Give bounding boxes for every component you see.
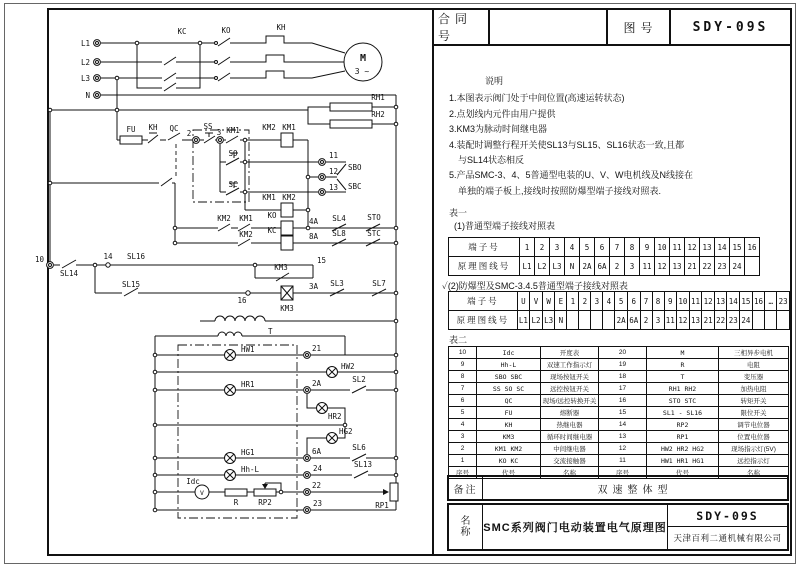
junctions	[48, 41, 398, 512]
fuse-fu	[120, 136, 142, 144]
label-sl2: SL2	[352, 375, 366, 384]
cell: 2	[640, 311, 652, 330]
label-sto: STO	[367, 213, 381, 222]
label-voltmeter: V	[200, 489, 204, 497]
cell: 序号	[599, 467, 647, 479]
cell: E	[555, 292, 567, 311]
table2-tag: 表二	[449, 335, 468, 345]
lamp-hg1	[225, 453, 236, 464]
cell: 13	[700, 238, 715, 257]
potentiometer-rp2	[254, 489, 276, 496]
cell: 转矩开关	[719, 395, 789, 407]
cell: 现场指示灯(5V)	[719, 443, 789, 455]
cell: 3	[652, 311, 664, 330]
drawing-frame	[34, 8, 792, 556]
label-sl6: SL6	[352, 443, 366, 452]
label-hg2: HG2	[339, 427, 353, 436]
cell: 6	[449, 395, 477, 407]
label-wire16: 16	[237, 296, 247, 305]
label-ko-coil: KO	[267, 211, 277, 220]
cell: 3	[550, 238, 565, 257]
cell: 加热电阻	[719, 383, 789, 395]
note-line: 1.本图表示阀门处于中间位置(高速运转状态)	[449, 93, 625, 104]
cell: 16	[752, 292, 765, 311]
cell: QC	[477, 395, 541, 407]
resistor-r	[225, 489, 247, 496]
label-coil2-km2: KM2	[282, 193, 296, 202]
wires	[50, 36, 396, 510]
cell: KH	[477, 419, 541, 431]
title-block-header	[434, 10, 790, 46]
label-motor: M	[359, 53, 367, 64]
cell: 16	[599, 395, 647, 407]
table-row	[449, 371, 789, 383]
cell: 位置电位器	[719, 431, 789, 443]
cell: 8	[625, 238, 640, 257]
table-row	[449, 292, 790, 311]
cell: L1	[517, 311, 530, 330]
cell: 9	[664, 292, 677, 311]
kc-ko-contacts	[164, 38, 230, 91]
label-l3: L3	[80, 74, 90, 83]
cell: HW1 HR1 HG1	[647, 455, 719, 467]
cell: 2	[579, 292, 591, 311]
label-sl3: SL3	[330, 279, 344, 288]
cell: 11	[599, 455, 647, 467]
terminal-row-label: 端子号	[449, 238, 520, 257]
label-n: N	[85, 91, 90, 100]
cell: 3	[591, 292, 603, 311]
cell: 11	[640, 257, 655, 276]
cell: KM3	[477, 431, 541, 443]
remark-label: 备注	[449, 477, 483, 499]
label-kc: KC	[177, 27, 187, 36]
circuit-schematic	[34, 10, 432, 554]
cell: V	[530, 292, 543, 311]
cell: 12	[702, 292, 715, 311]
label-wire6a: 6A	[312, 447, 322, 456]
indicator-lamps	[225, 350, 338, 481]
label-fu: FU	[126, 125, 136, 134]
cell: 熔断器	[541, 407, 599, 419]
info-panel	[432, 10, 790, 554]
cell: 远控指示灯	[719, 455, 789, 467]
label-sl4: SL4	[332, 214, 346, 223]
cell: L1	[520, 257, 535, 276]
cell: 代号	[647, 467, 719, 479]
cell: 10	[677, 292, 690, 311]
cell	[579, 311, 591, 330]
cell: STO STC	[647, 395, 719, 407]
cell: 11	[689, 292, 702, 311]
cell	[777, 311, 790, 330]
label-r: R	[233, 498, 239, 507]
cell	[752, 311, 765, 330]
cell: Idc	[477, 347, 541, 359]
lamp-hw2	[327, 367, 338, 378]
cell: 2	[610, 257, 625, 276]
cell: 22	[700, 257, 715, 276]
cell: 7	[640, 292, 652, 311]
cell: L3	[550, 257, 565, 276]
label-sl8: SL8	[332, 229, 346, 238]
label-km1-open: KM1	[239, 214, 253, 223]
company-name: 天津百利二通机械有限公司	[673, 533, 782, 543]
label-idc: Idc	[186, 477, 200, 486]
cell: 6A	[595, 257, 610, 276]
label-sl7: SL7	[372, 279, 386, 288]
label-l2: L2	[80, 58, 90, 67]
label-wire10: 10	[34, 255, 44, 264]
label-wire14: 14	[103, 252, 113, 261]
cell: U	[517, 292, 530, 311]
label-sc: SC	[228, 180, 238, 189]
cell: 1	[449, 455, 477, 467]
cell: N	[555, 311, 567, 330]
cell: 1	[567, 292, 579, 311]
cell	[567, 311, 579, 330]
cell: 8	[449, 371, 477, 383]
heater-rh2	[330, 120, 372, 128]
cell: 15	[599, 407, 647, 419]
cell: 16	[745, 238, 760, 257]
cell: 限位开关	[719, 407, 789, 419]
label-hr1: HR1	[241, 380, 255, 389]
table1-caption: (1)普通型端子接线对照表	[454, 221, 556, 231]
cell: 21	[702, 311, 715, 330]
cell: 15	[740, 292, 753, 311]
label-kh-aux: KH	[148, 123, 158, 132]
cell: KO KC	[477, 455, 541, 467]
cell: 2	[535, 238, 550, 257]
table1-tag: 表一	[449, 208, 468, 218]
table-row	[449, 311, 790, 330]
terminal-table-standard	[448, 237, 760, 276]
cell: 2A	[615, 311, 628, 330]
coil-ko	[281, 221, 293, 235]
label-ko: KO	[221, 26, 231, 35]
label-km3-coil: KM3	[280, 304, 294, 313]
table-row	[449, 407, 789, 419]
cell: 变压器	[719, 371, 789, 383]
cell: 24	[730, 257, 745, 276]
terminal-table-explosionproof	[448, 291, 790, 330]
cell: L3	[542, 311, 555, 330]
cell: 5	[580, 238, 595, 257]
cell: SBO SBC	[477, 371, 541, 383]
drawing-title: SMC系列阀门电动装置电气原理图	[483, 505, 668, 549]
label-km1: KM1	[226, 126, 240, 135]
label-km2-open: KM2	[217, 214, 231, 223]
cell: 23	[715, 257, 730, 276]
cell: 5	[449, 407, 477, 419]
label-sbc: SBC	[348, 182, 362, 191]
cell: 9	[449, 359, 477, 371]
cell: 中间继电器	[541, 443, 599, 455]
cell: 6	[595, 238, 610, 257]
cell: 21	[685, 257, 700, 276]
cell: 12	[685, 238, 700, 257]
table-row	[449, 347, 789, 359]
cell: 现场/远控转换开关	[541, 395, 599, 407]
cell: 2	[449, 443, 477, 455]
wire-row-label: 原理图线号	[449, 311, 518, 330]
cell: 代号	[477, 467, 541, 479]
label-ss: SS	[203, 122, 213, 131]
name-label-char: 称	[460, 527, 471, 538]
contract-no-value	[490, 10, 608, 44]
cell: 11	[664, 311, 677, 330]
label-coil2-km1: KM1	[262, 193, 276, 202]
contract-no-label: 合同号	[434, 10, 490, 44]
cell: 23	[727, 311, 740, 330]
cell: RH1 RH2	[647, 383, 719, 395]
lamp-hw1	[225, 350, 236, 361]
note-line: 4.装配时调整行程开关使SL13与SL15、SL16状态一致,且都	[449, 139, 685, 150]
label-wire12: 12	[329, 167, 339, 176]
label-wire15: 15	[317, 256, 327, 265]
label-coil1-km2: KM2	[262, 123, 276, 132]
label-sl13: SL13	[353, 460, 373, 469]
label-hg1: HG1	[241, 448, 255, 457]
potentiometer-rp1	[390, 483, 398, 501]
cell: 4	[603, 292, 615, 311]
label-wire13: 13	[329, 183, 339, 192]
note-line: 单独的端子板上,接线时按照防爆型端子接线对照表.	[458, 185, 662, 196]
label-hw2: HW2	[341, 362, 355, 371]
lamp-hr2	[317, 403, 328, 414]
cell	[765, 311, 777, 330]
cell: 14	[727, 292, 740, 311]
cell: HW2 HR2 HG2	[647, 443, 719, 455]
cell: 22	[714, 311, 727, 330]
label-wire23: 23	[313, 499, 323, 508]
cell: 14	[715, 238, 730, 257]
cell: 循环时间继电器	[541, 431, 599, 443]
label-wire3: 3	[216, 128, 222, 137]
label-coil1-km1: KM1	[282, 123, 296, 132]
cell: 热继电器	[541, 419, 599, 431]
cell: L2	[530, 311, 543, 330]
cell: 双速工作指示灯	[541, 359, 599, 371]
label-wire2a: 2A	[312, 379, 322, 388]
coil-km1-km2	[281, 203, 293, 217]
cell: W	[542, 292, 555, 311]
label-wire22: 22	[312, 481, 322, 490]
label-rh2: RH2	[371, 110, 385, 119]
label-rp2: RP2	[258, 498, 272, 507]
cell: 10	[449, 347, 477, 359]
label-wire2: 2	[186, 129, 192, 138]
note-line: 2.点划线内元件由用户提供	[449, 108, 556, 119]
cell: KM1 KM2	[477, 443, 541, 455]
table-row	[449, 431, 789, 443]
cell: 18	[599, 371, 647, 383]
component-boxes	[120, 43, 398, 501]
cell	[745, 257, 760, 276]
component-legend-table	[448, 346, 789, 479]
cell: 8	[652, 292, 664, 311]
cell: 12	[599, 443, 647, 455]
cell: T	[647, 371, 719, 383]
cell: 三相异步电机	[719, 347, 789, 359]
cell: 3	[449, 431, 477, 443]
lamp-hg2	[327, 433, 338, 444]
cell: 19	[599, 359, 647, 371]
cell: 24	[740, 311, 753, 330]
kh-heater-elements	[262, 36, 288, 78]
footer-drawing-no: SDY-09S	[668, 505, 787, 527]
cell: SS SO SC	[477, 383, 541, 395]
drawing-no-label: 图号	[608, 10, 671, 44]
label-stc: STC	[367, 229, 381, 238]
label-rp1: RP1	[375, 501, 389, 510]
table-row	[449, 257, 760, 276]
cell	[603, 311, 615, 330]
label-hhl: Hh-L	[241, 465, 260, 474]
label-transformer: T	[268, 327, 273, 336]
table-row	[449, 395, 789, 407]
table-row	[449, 455, 789, 467]
cell: 4	[449, 419, 477, 431]
cell: 6A	[627, 311, 640, 330]
cell: 13	[599, 431, 647, 443]
label-sbo: SBO	[348, 163, 362, 172]
cell: 远控按钮开关	[541, 383, 599, 395]
cell: R	[647, 359, 719, 371]
label-so: SO	[228, 149, 238, 158]
label-km3-contact: KM3	[274, 263, 288, 272]
label-kh: KH	[276, 23, 286, 32]
cell: 现场按钮开关	[541, 371, 599, 383]
cell: …	[765, 292, 777, 311]
cell: 调节电位器	[719, 419, 789, 431]
cell: 12	[655, 257, 670, 276]
cell: 14	[599, 419, 647, 431]
label-wire21: 21	[312, 344, 322, 353]
cell: 7	[449, 383, 477, 395]
remark-value: 双速整体型	[597, 484, 673, 496]
cell: RP1	[647, 431, 719, 443]
cell: 7	[610, 238, 625, 257]
coil-kc	[281, 236, 293, 250]
drawing-no-value: SDY-09S	[692, 19, 769, 35]
cell: RP2	[647, 419, 719, 431]
cell: 电阻	[719, 359, 789, 371]
label-motor-phase: 3 ~	[354, 67, 370, 76]
cell: 序号	[449, 467, 477, 479]
cell: L2	[535, 257, 550, 276]
lamp-hhl	[225, 470, 236, 481]
terminal-row-label: 端子号	[449, 292, 518, 311]
table-row	[449, 419, 789, 431]
coil-km2-km1	[281, 133, 293, 147]
label-kc-coil: KC	[267, 226, 277, 235]
cell: 13	[670, 257, 685, 276]
label-hr2: HR2	[328, 412, 342, 421]
table-row	[449, 238, 760, 257]
cell: 名称	[541, 467, 599, 479]
remark-row	[447, 475, 789, 501]
cell: 17	[599, 383, 647, 395]
cell: FU	[477, 407, 541, 419]
label-wire4a: 4A	[309, 217, 319, 226]
label-sl15: SL15	[121, 280, 141, 289]
label-wire3a: 3A	[309, 282, 319, 291]
cell: 20	[599, 347, 647, 359]
table2-caption: (2)防爆型及SMC-3.4.5普通型端子接线对照表	[447, 281, 628, 291]
cell: 11	[670, 238, 685, 257]
name-label-char: 名	[460, 516, 471, 527]
label-sl14: SL14	[59, 269, 79, 278]
cell: 12	[677, 311, 690, 330]
name-label	[449, 505, 483, 549]
cell: SL1 - SL16	[647, 407, 719, 419]
label-rh1: RH1	[371, 93, 385, 102]
cell: 13	[689, 311, 702, 330]
note-line: 与SL14状态相反	[458, 155, 525, 166]
check-icon: ✓	[442, 281, 448, 291]
cell: N	[565, 257, 580, 276]
cell: 3	[625, 257, 640, 276]
heater-rh1	[330, 103, 372, 111]
cell: 15	[730, 238, 745, 257]
cell: 名称	[719, 467, 789, 479]
label-wire24: 24	[313, 464, 323, 473]
cell	[591, 311, 603, 330]
cell: 9	[640, 238, 655, 257]
cell: Hh-L	[477, 359, 541, 371]
label-l1: L1	[80, 39, 90, 48]
wire-row-label: 原理图线号	[449, 257, 520, 276]
cell: 开度表	[541, 347, 599, 359]
table-row	[449, 443, 789, 455]
table-row	[449, 359, 789, 371]
cell: 10	[655, 238, 670, 257]
cell: 6	[627, 292, 640, 311]
notes-heading: 说明	[485, 76, 504, 86]
cell: 交流接触器	[541, 455, 599, 467]
notes-block	[449, 74, 784, 199]
label-hw1: HW1	[241, 345, 255, 354]
cell: 2A	[580, 257, 595, 276]
cell: 5	[615, 292, 628, 311]
note-line: 3.KM3为脉动时间继电器	[449, 124, 548, 135]
label-qc: QC	[169, 124, 179, 133]
cell: 4	[565, 238, 580, 257]
title-footer	[447, 503, 789, 551]
table-row	[449, 383, 789, 395]
label-km2-close: KM2	[239, 230, 253, 239]
note-line: 5.产品SMC-3、4、5普通型电装的U、V、W电机线及N线接在	[449, 170, 694, 181]
cell: 13	[714, 292, 727, 311]
lamp-hr1	[225, 385, 236, 396]
label-sl16: SL16	[126, 252, 146, 261]
label-wire8a: 8A	[309, 232, 319, 241]
cell: 1	[520, 238, 535, 257]
cell: M	[647, 347, 719, 359]
label-wire11: 11	[329, 151, 339, 160]
cell: 23	[777, 292, 790, 311]
